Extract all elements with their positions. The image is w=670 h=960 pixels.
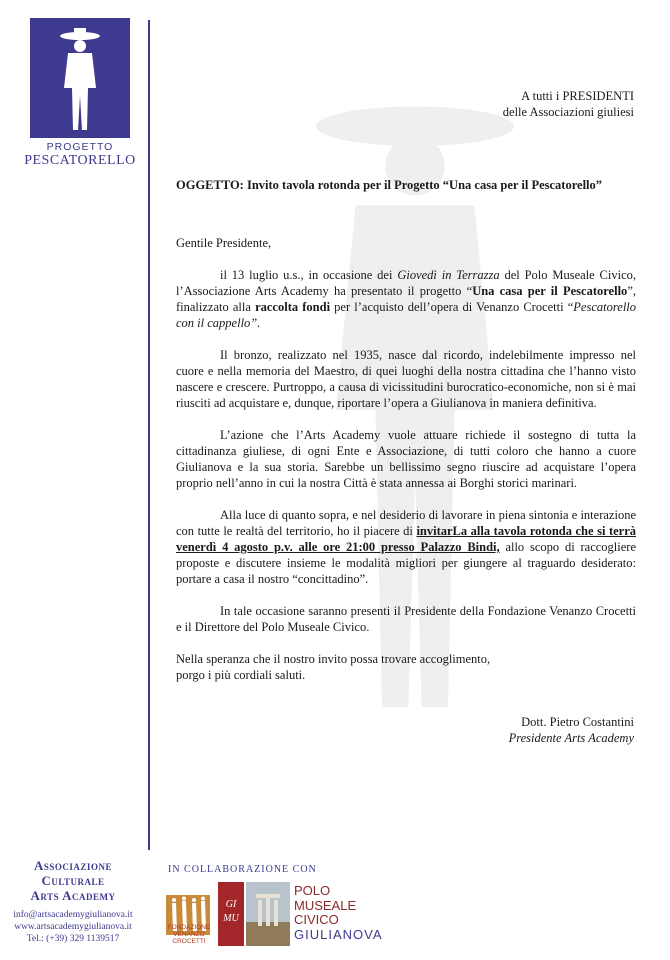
p1-artwork-title: Pescatorello con il cappello <box>176 300 637 330</box>
polo-line-1: POLO <box>294 883 331 898</box>
p4-text-a: Alla luce di quanto sopra, e nel desiderio di lavorare in piena sintonia e interazione con tutte le realtà del territorio, ho il piacere di <box>176 508 636 538</box>
p1-event-name: Giovedì in Terrazza <box>397 268 500 282</box>
gimu-line-1: GI <box>225 899 237 910</box>
p1-text-e: ”, finalizzato alla <box>176 284 636 314</box>
assoc-line-3: Arts Academy <box>30 888 116 903</box>
subject-line: OGGETTO: Invito tavola rotonda per il Progetto “Una casa per il Pescatorello” <box>176 178 603 192</box>
polo-line-4: GIULIANOVA <box>294 926 383 942</box>
polo-museale-logo <box>294 884 383 942</box>
p1-text-g: per l’acquisto dell’opera di Venanzo Crocetti “ <box>330 300 574 314</box>
addressee <box>503 88 634 120</box>
polo-line-2: MUSEALE <box>294 897 357 913</box>
logo-line-1: PROGETTO <box>46 141 114 153</box>
p1-project-name: Una casa per il Pescatorello <box>472 284 628 298</box>
closing-line-2: porgo i più cordiali saluti. <box>176 668 306 682</box>
fondazione-line-2: VENANZO <box>173 931 205 938</box>
museum-painting-icon <box>246 882 290 946</box>
fondazione-line-1: FONDAZIONE <box>167 924 211 931</box>
contact-email[interactable]: info@artsacademygiulianova.it <box>13 910 133 920</box>
signature-name: Dott. Pietro Costantini <box>521 715 634 729</box>
contact-phone: Tel.: (+39) 329 1139517 <box>26 934 120 944</box>
pescatorello-figure-icon <box>30 18 130 138</box>
association-block <box>10 858 136 945</box>
paragraph-3: L’azione che l’Arts Academy vuole attuare richiede il sostegno di tutta la cittadinanza giuliese, di ogni Ente e Associazione, di tutti coloro che hanno a cuore Giulianova e la sua storia. Sarebbe un bellissimo segno riuscire ad acquistare l’opera proprio nell’anno in cui la nostra Città è stata annessa ai Borghi storici marinari. <box>176 428 636 490</box>
letter-body <box>176 235 636 683</box>
p1-text-i: ”. <box>250 316 261 330</box>
paragraph-4 <box>176 507 636 587</box>
paragraph-2: Il bronzo, realizzato nel 1935, nasce dal ricordo, indelebilmente impresso nel cuore e nella memoria del Maestro, di quei luoghi della nostra cittadina che l’hanno visto nascere e crescere. Purtroppo, a causa di vicissitudini burocratico-economiche, non si è mai riusciti ad acquistare e, dunque, riportare l’opera a Giulianova in maniera definitiva. <box>176 348 636 410</box>
p1-fundraising: raccolta fondi <box>255 300 331 314</box>
p1-text-c: del Polo Museale Civico, l’Associazione Arts Academy ha presentato il progetto “ <box>176 268 636 298</box>
fondazione-label <box>166 924 212 945</box>
polo-line-3: CIVICO <box>294 912 339 927</box>
margin-rule <box>148 20 150 850</box>
fondazione-line-3: CROCETTI <box>172 938 206 945</box>
logo-line-2: PESCATORELLO <box>24 153 136 168</box>
gimu-line-2: MU <box>223 913 239 924</box>
p4-text-c: allo scopo di raccogliere proposte e discutere insieme le modalità migliori per giungere al traguardo desiderato: portare a casa il nostro “concittadino”. <box>176 540 636 586</box>
p4-invitation: invitarLa alla tavola rotonda che si terrà venerdì 4 agosto p.v. alle ore 21:00 presso Palazzo Bindi, <box>176 524 637 554</box>
addressee-line-2: delle Associazioni giuliesi <box>502 105 634 119</box>
pescatorello-logo <box>20 18 140 169</box>
collaboration-label: IN COLLABORAZIONE CON <box>168 864 317 875</box>
greeting: Gentile Presidente, <box>176 236 272 250</box>
closing-line-1: Nella speranza che il nostro invito possa trovare accoglimento, <box>176 652 491 666</box>
addressee-line-1: A tutti i PRESIDENTI <box>521 89 634 103</box>
assoc-line-2: Culturale <box>41 873 105 888</box>
gimu-logo <box>218 882 244 946</box>
signature <box>509 714 634 746</box>
paragraph-1 <box>176 267 636 331</box>
p1-text-a: il 13 luglio u.s., in occasione dei <box>220 268 398 282</box>
assoc-line-1: Associazione <box>34 858 112 873</box>
signature-role: Presidente Arts Academy <box>508 731 634 745</box>
contact-website[interactable]: www.artsacademygiulianova.it <box>14 922 132 932</box>
paragraph-5: In tale occasione saranno presenti il Presidente della Fondazione Venanzo Crocetti e il Direttore del Polo Museale Civico. <box>176 604 636 634</box>
